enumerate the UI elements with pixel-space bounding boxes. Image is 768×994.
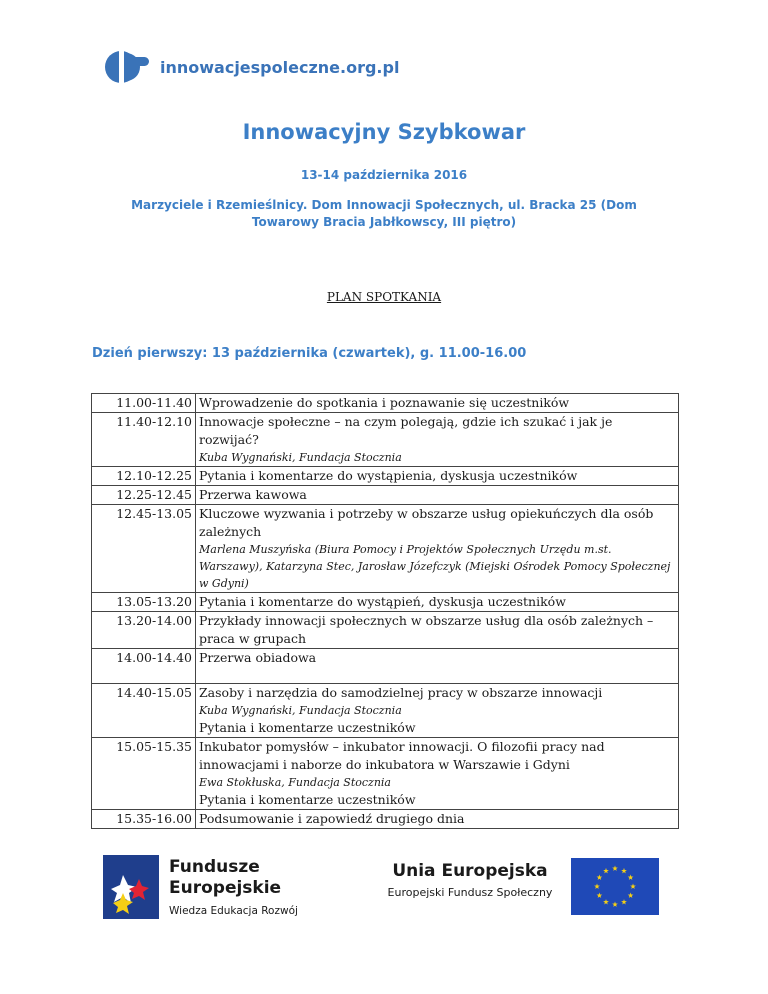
schedule-description — [196, 467, 679, 486]
schedule-row — [92, 486, 679, 505]
schedule-description — [196, 612, 679, 649]
schedule-time: 12.10-12.25 — [92, 467, 196, 486]
schedule-description — [196, 413, 679, 467]
ue-title: Unia Europejska — [392, 861, 548, 881]
schedule-time: 13.20-14.00 — [92, 612, 196, 649]
fundusze-europejskie-logo-icon — [103, 855, 159, 919]
row-spacer — [199, 667, 675, 683]
session-title: Wprowadzenie do spotkania i poznawanie się uczestników — [199, 395, 570, 410]
schedule-row — [92, 505, 679, 593]
schedule-row — [92, 684, 679, 738]
schedule-time: 15.35-16.00 — [92, 810, 196, 829]
session-title: Przerwa obiadowa — [199, 650, 317, 665]
session-title: Zasoby i narzędzia do samodzielnej pracy w obszarze innowacji — [199, 685, 603, 700]
schedule-time: 14.40-15.05 — [92, 684, 196, 738]
schedule-time: 11.00-11.40 — [92, 394, 196, 413]
schedule-row — [92, 612, 679, 649]
speaker-name: Marlena Muszyńska (Biura Pomocy i Projektów Społecznych Urzędu m.st. Warszawy), Katarzyna Stec, Jarosław Józefczyk (Miejski Ośrodek Pomocy Społecznej w Gdyni) — [199, 543, 671, 590]
speaker-name: Kuba Wygnański, Fundacja Stocznia — [199, 451, 402, 464]
schedule-description — [196, 649, 679, 684]
day-heading: Dzień pierwszy: 13 października (czwartek), g. 11.00-16.00 — [92, 346, 527, 361]
innowacje-spoleczne-logo-icon — [104, 50, 150, 84]
schedule-description — [196, 810, 679, 829]
schedule-row — [92, 593, 679, 612]
session-title: Inkubator pomysłów – inkubator innowacji. O filozofii pracy nad innowacjami i naborze do inkubatora w Warszawie i Gdyni — [199, 739, 605, 772]
schedule-description — [196, 684, 679, 738]
schedule-description — [196, 593, 679, 612]
session-title: Podsumowanie i zapowiedź drugiego dnia — [199, 811, 465, 826]
schedule-row — [92, 810, 679, 829]
session-title: Przerwa kawowa — [199, 487, 307, 502]
schedule-time: 15.05-15.35 — [92, 738, 196, 810]
fe-line1: Fundusze — [169, 857, 260, 877]
speaker-name: Ewa Stokłuska, Fundacja Stocznia — [199, 776, 391, 789]
session-title: Innowacje społeczne – na czym polegają, gdzie ich szukać i jak je rozwijać? — [199, 414, 613, 447]
session-title: Pytania i komentarze uczestników — [199, 720, 416, 735]
speaker-name: Kuba Wygnański, Fundacja Stocznia — [199, 704, 402, 717]
eu-flag-icon — [571, 858, 659, 915]
schedule-description — [196, 505, 679, 593]
event-location: Marzyciele i Rzemieślnicy. Dom Innowacji Społecznych, ul. Bracka 25 (Dom Towarowy Bracia Jabłkowscy, III piętro) — [131, 198, 637, 229]
schedule-row — [92, 738, 679, 810]
schedule-description — [196, 738, 679, 810]
session-title: Przykłady innowacji społecznych w obszarze usług dla osób zależnych – praca w grupach — [199, 613, 654, 646]
event-dates: 13-14 października 2016 — [300, 168, 468, 182]
schedule-table — [91, 393, 679, 829]
fe-line2: Europejskie — [169, 878, 282, 898]
schedule-row — [92, 394, 679, 413]
session-title: Pytania i komentarze do wystąpień, dyskusja uczestników — [199, 594, 566, 609]
schedule-time: 12.25-12.45 — [92, 486, 196, 505]
schedule-row — [92, 467, 679, 486]
schedule-description — [196, 394, 679, 413]
schedule-row — [92, 413, 679, 467]
plan-heading: PLAN SPOTKANIA — [326, 290, 442, 304]
session-title: Pytania i komentarze do wystąpienia, dyskusja uczestników — [199, 468, 578, 483]
site-name[interactable]: innowacjespoleczne.org.pl — [160, 57, 400, 77]
schedule-time: 13.05-13.20 — [92, 593, 196, 612]
ue-subtitle: Europejski Fundusz Społeczny — [387, 886, 553, 899]
schedule-row — [92, 649, 679, 684]
session-title: Pytania i komentarze uczestników — [199, 792, 416, 807]
schedule-time: 12.45-13.05 — [92, 505, 196, 593]
footer-logos — [103, 855, 663, 925]
page-title: Innowacyjny Szybkowar — [242, 120, 526, 144]
header — [104, 50, 399, 84]
session-title: Kluczowe wyzwania i potrzeby w obszarze usług opiekuńczych dla osób zależnych — [199, 506, 654, 539]
fe-line3: Wiedza Edukacja Rozwój — [169, 905, 298, 917]
schedule-time: 11.40-12.10 — [92, 413, 196, 467]
schedule-time: 14.00-14.40 — [92, 649, 196, 684]
schedule-description — [196, 486, 679, 505]
